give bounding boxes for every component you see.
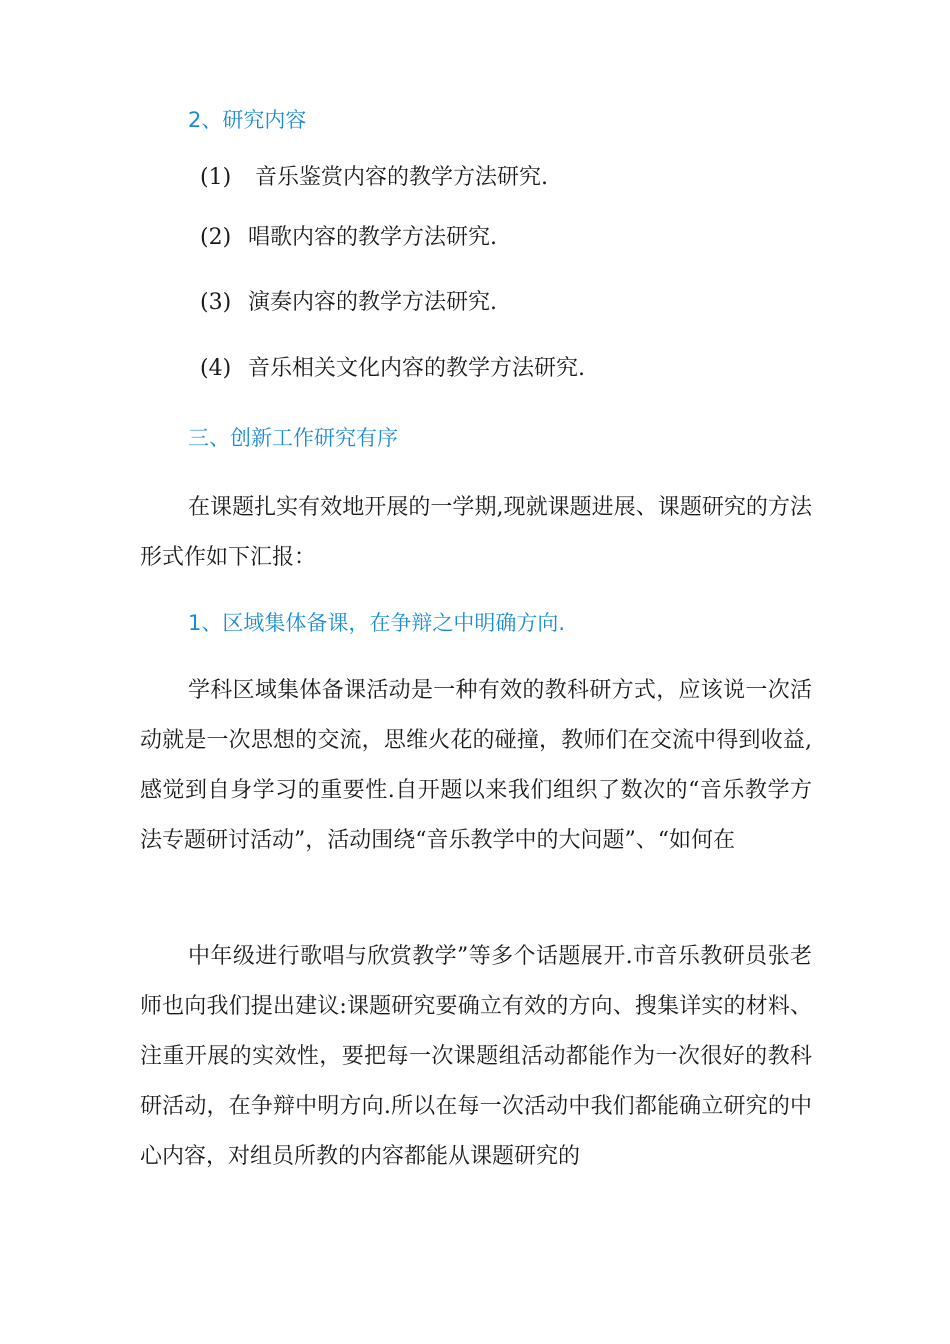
list-item-text: 演奏内容的教学方法研究. xyxy=(248,290,497,315)
list-item-text: 音乐相关文化内容的教学方法研究. xyxy=(248,356,585,381)
heading-section-three: 三、创新工作研究有序 xyxy=(188,426,398,450)
list-item-number: (3) xyxy=(200,290,232,315)
list-item-number: (1) xyxy=(200,165,232,190)
list-item xyxy=(200,223,497,253)
paragraph-intro: 在课题扎实有效地开展的一学期,现就课题进展、课题研究的方法形式作如下汇报： xyxy=(140,495,812,570)
list-item xyxy=(200,288,497,318)
list-item-number: (4) xyxy=(200,356,232,381)
heading-sub-one: 1、区域集体备课，在争辩之中明确方向. xyxy=(188,611,566,635)
list-item xyxy=(200,354,585,384)
paragraph-one: 学科区域集体备课活动是一种有效的教科研方式，应该说一次活动就是一次思想的交流，思维火花的碰撞，教师们在交流中得到收益,感觉到自身学习的重要性.自开题以来我们组织了数次的“音乐教学方法专题研讨活动”，活动围绕“音乐教学中的大问题”、“如何在 xyxy=(140,678,812,853)
list-item xyxy=(200,163,548,193)
heading-research-content: 2、研究内容 xyxy=(188,108,307,132)
list-item-number: (2) xyxy=(200,225,232,250)
list-item-text: 唱歌内容的教学方法研究. xyxy=(248,225,497,250)
list-item-text: 音乐鉴赏内容的教学方法研究. xyxy=(248,165,548,190)
paragraph-two: 中年级进行歌唱与欣赏教学”等多个话题展开.市音乐教研员张老师也向我们提出建议:课题研究要确立有效的方向、搜集详实的材料、注重开展的实效性，要把每一次课题组活动都能作为一次很好的教科研活动，在争辩中明方向.所以在每一次活动中我们都能确立研究的中心内容，对组员所教的内容都能从课题研究的 xyxy=(140,944,812,1169)
